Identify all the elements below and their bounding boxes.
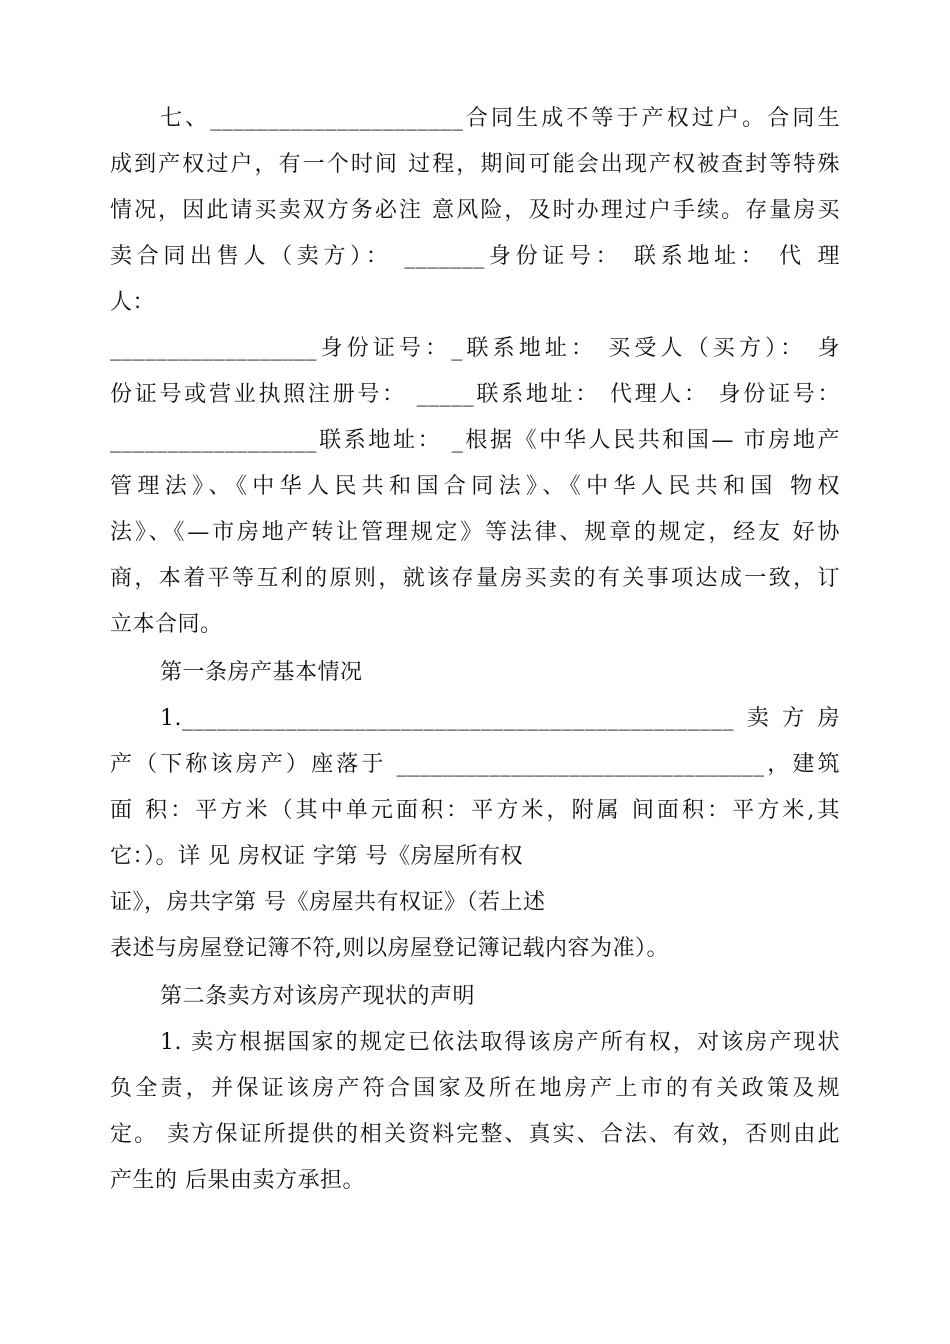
text-line: 立本合同。 [110, 612, 223, 637]
text-line: 产生的 后果由卖方承担。 [110, 1168, 365, 1193]
text-line: 定。 卖方保证所提供的相关资料完整、真实、合法、有效，否则由此 [110, 1122, 840, 1147]
text-line: 它：）。详 见 房权证 字第 号《房屋所有权 [110, 844, 523, 869]
text-line: 七、______________________合同生成不等于产权过户。合同生 [160, 106, 840, 131]
text-line: 证》，房共字第 号《房屋共有权证》（若上述 [110, 890, 546, 915]
section-heading: 第一条房产基本情况 [160, 660, 363, 685]
text-line: 成到产权过户，有一个时间 过程，期间可能会出现产权被查封等特殊 [110, 152, 840, 177]
text-line: 负全责，并保证该房产符合国家及所在地房产上市的有关政策及规 [110, 1076, 840, 1101]
text-line: 表述与房屋登记簿不符,则以房屋登记簿记载内容为准）。 [110, 936, 669, 961]
text-line: 面 积：平方米（其中单元面积：平方米，附属 间面积：平方米,其 [110, 798, 840, 823]
text-line: 1.________________________________________________卖方房 [160, 706, 840, 731]
text-line: 法》、《—市房地产转让管理规定》等法律、规章的规定，经友 好协 [110, 520, 840, 545]
text-line: 1. 卖方根据国家的规定已依法取得该房产所有权，对该房产现状 [160, 1030, 840, 1055]
text-line: __________________身份证号：_联系地址： 买受人（买方）： 身 [110, 336, 840, 361]
text-line: __________________联系地址： _根据《中华人民共和国— 市房地产 [110, 428, 840, 453]
section-heading: 第二条卖方对该房产现状的声明 [160, 984, 476, 1009]
text-line: 管理法》、《中华人民共和国合同法》、《中华人民共和国 物权 [110, 474, 840, 499]
text-line: 人： [110, 290, 156, 315]
text-line: 商，本着平等互利的原则，就该存量房买卖的有关事项达成一致，订 [110, 566, 840, 591]
text-line: 情况，因此请买卖双方务必注 意风险，及时办理过户手续。存量房买 [110, 198, 840, 223]
text-line: 卖合同出售人（卖方）： _______身份证号： 联系地址： 代 理 [110, 244, 840, 269]
text-line: 份证号或营业执照注册号： _____联系地址： 代理人： 身份证号： [110, 382, 840, 407]
text-line: 产（下称该房产）座落于 ________________________________，建筑 [110, 752, 840, 777]
